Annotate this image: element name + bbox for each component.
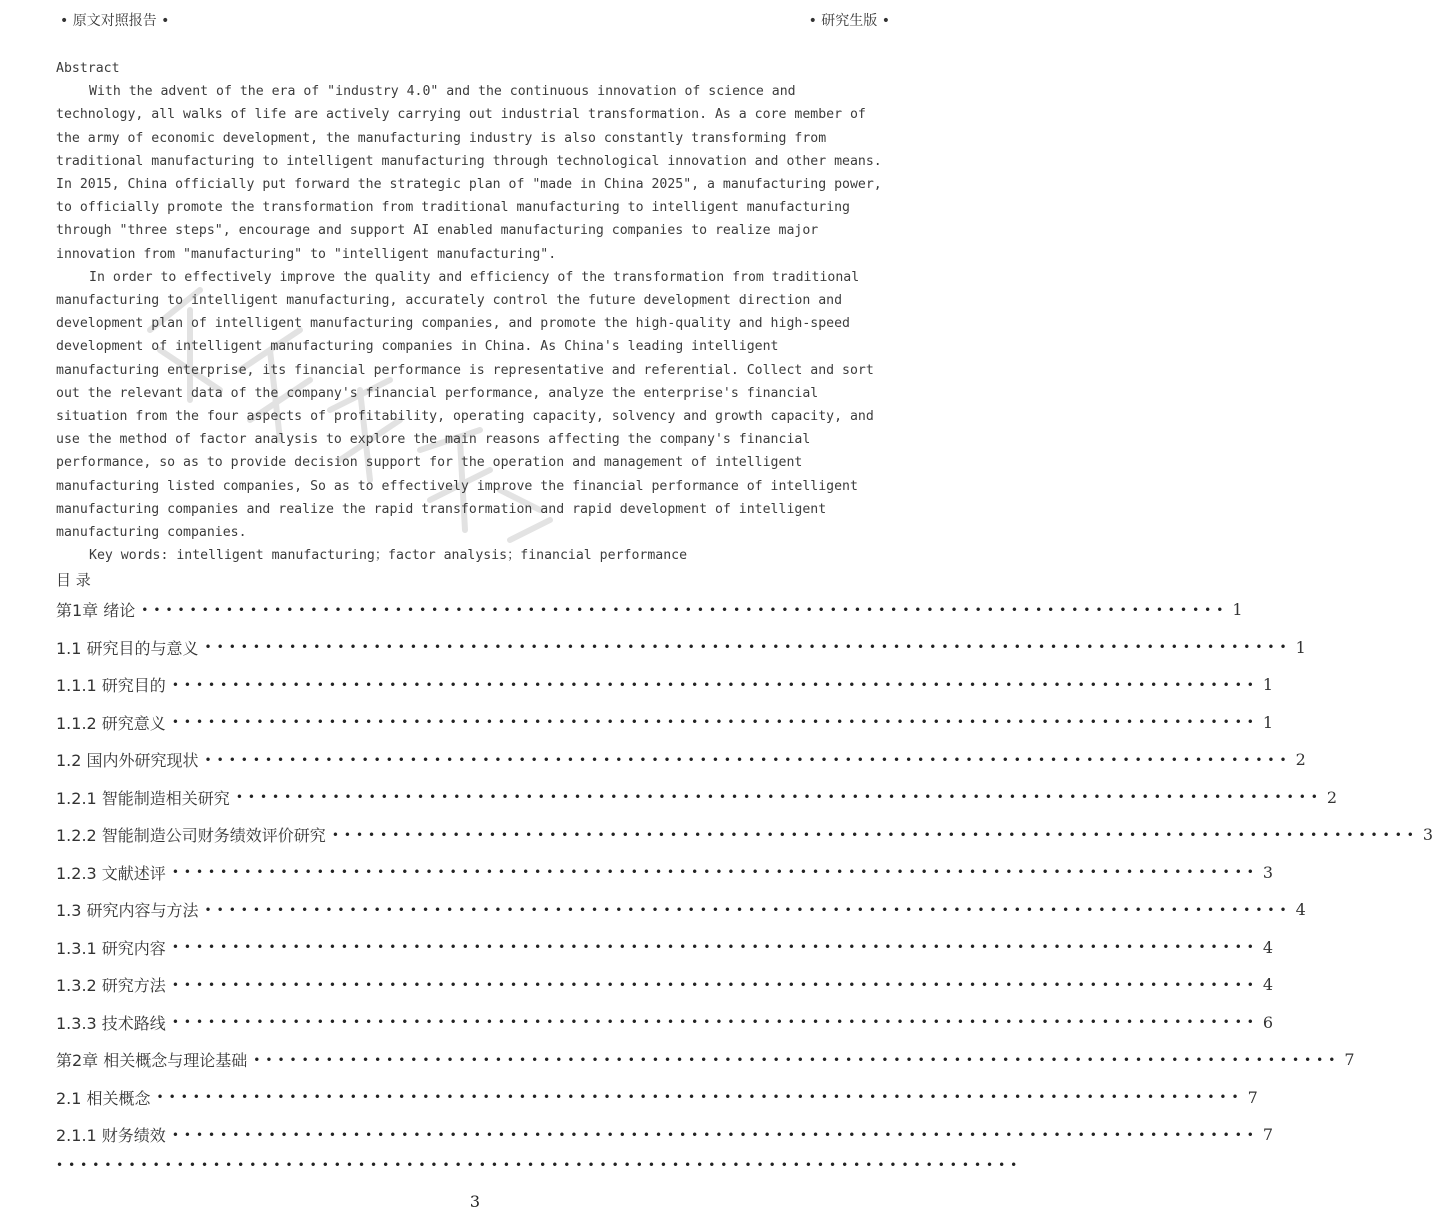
toc-leader-dots: •••••••••••••••••••••••••••••••••••••••••••••••••••••••••••••••••••••••••••••••••••••••••• xyxy=(204,752,1292,767)
toc-entry-label: 1.3.1 研究内容 xyxy=(56,938,166,958)
toc-entry-label: 1.1 研究目的与意义 xyxy=(56,638,199,658)
toc-entry-page: 3 xyxy=(1262,862,1274,882)
toc-leader-dots: •••••••••••••••••••••••••••••••••••••••••••••••••••••••••••••••••••••••••••••••••••••••••• xyxy=(204,640,1292,655)
toc-entry-page: 4 xyxy=(1262,975,1274,995)
toc-entry-page: 6 xyxy=(1262,1012,1274,1032)
toc-entry[interactable] xyxy=(56,1004,1274,1042)
toc-entry[interactable] xyxy=(56,779,1338,817)
toc-entry-page: 4 xyxy=(1262,937,1274,957)
toc-entry-label: 1.3 研究内容与方法 xyxy=(56,901,199,921)
toc-entry[interactable] xyxy=(56,666,1274,704)
toc-entry[interactable] xyxy=(56,741,1306,779)
toc-entry-label: 1.1.1 研究目的 xyxy=(56,676,166,696)
toc-entry-label: 1.2.2 智能制造公司财务绩效评价研究 xyxy=(56,826,326,846)
toc-leader-dots: •••••••••••••••••••••••••••••••••••••••••••••••••••••••••••••••••••••••••••••••••••••••••• xyxy=(171,940,1259,955)
toc-leader-dots: •••••••••••••••••••••••••••••••••••••••••••••••••••••••••••••••••••••••••••••••••••••••••• xyxy=(171,865,1259,880)
toc-leader-dots: •••••••••••••••••••••••••••••••••••••••••••••••••••••••••••••••••••••••••••••••••••••••••• xyxy=(331,827,1419,842)
toc-leader-dots: •••••••••••••••••••••••••••••••••••••••••••••••••••••••••••••••••••••••••••••••••••••••••• xyxy=(171,1015,1259,1030)
toc-entry-label: 1.2.1 智能制造相关研究 xyxy=(56,788,230,808)
toc-leader-dots: •••••••••••••••••••••••••••••••••••••••••••••••••••••••••••••••••••••••••••••••••••••••••• xyxy=(171,677,1259,692)
toc-entry-page: 7 xyxy=(1344,1050,1355,1070)
toc-entry-page: 7 xyxy=(1247,1087,1258,1107)
toc-entry[interactable] xyxy=(56,591,1243,629)
toc-leader-dots: •••••••••••••••••••••••••••••••••••••••••••••••••••••••••••••••••••••••••••••••••••••••••• xyxy=(171,1127,1259,1142)
toc-leader-dots: •••••••••••••••••••••••••••••••••••••••••••••••••••••••••••••••••••••••••••••••••••••••••• xyxy=(141,602,1229,617)
toc-entry-label: 1.3.2 研究方法 xyxy=(56,976,166,996)
toc-entry[interactable] xyxy=(56,891,1306,929)
toc-entry[interactable] xyxy=(56,1116,1274,1154)
abstract-paragraph-1: With the advent of the era of "industry 4.0" and the continuous innovation of science and technology, all walks of life are actively carrying out industrial transformation. As a core member of the army of economic development, the manufacturing industry is also constantly transforming from traditional manufacturing to intelligent manufacturing through technological innovation and other means. In 2015, China officially put forward the strategic plan of "made in China 2025", a manufacturing power, to officially promote the transformation from traditional manufacturing to intelligent manufacturing through "three steps", encourage and support AI enabled manufacturing companies to realize major innovation from "manufacturing" to "intelligent manufacturing". xyxy=(56,84,882,262)
toc-leader-dots: •••••••••••••••••••••••••••••••••••••••••••••••••••••••••••••••••••••••••••••••••••••••••• xyxy=(156,1090,1244,1105)
toc-entry-page: 2 xyxy=(1295,750,1306,770)
toc-entry-label: 第2章 相关概念与理论基础 xyxy=(56,1051,248,1071)
toc-leader-dots: •••••••••••••••••••••••••••••••••••••••••••••••••••••••••••••••••••••••••••••••••••••••••• xyxy=(235,790,1323,805)
toc-entry-page: 1 xyxy=(1262,675,1274,695)
toc-entry[interactable] xyxy=(56,966,1274,1004)
header-left-label: • 原文对照报告 • xyxy=(60,13,170,29)
page-number: 3 xyxy=(469,1192,481,1211)
abstract-paragraph-2: In order to effectively improve the quality and efficiency of the transformation from traditional manufacturing to intelligent manufacturing, accurately control the future development direction and development plan of intelligent manufacturing companies, and promote the high-quality and high-speed development of intelligent manufacturing companies in China. As China's leading intelligent manufacturing enterprise, its financial performance is representative and referential. Collect and sort out the relevant data of the company's financial performance, analyze the enterprise's financial situation from the four aspects of profitability, operating capacity, solvency and growth capacity, and use the method of factor analysis to explore the main reasons affecting the company's financial performance, so as to provide decision support for the operation and management of intelligent manufacturing listed companies, So as to effectively improve the financial performance of intelligent manufacturing companies and realize the rapid transformation and rapid development of intelligent manufacturing companies. xyxy=(56,269,874,541)
toc-entry-page: 7 xyxy=(1262,1125,1274,1145)
toc-leader-dots: •••••••••••••••••••••••••••••••••••••••••••••••••••••••••••••••••••••••••••••••••••••••••• xyxy=(204,902,1292,917)
toc-entry[interactable] xyxy=(56,854,1274,892)
toc-entry-label: 1.2.3 文献述评 xyxy=(56,863,166,883)
toc-leader-dots: •••••••••••••••••••••••••••••••••••••••••••••••••••••••••••••••••••••••••••••••••••••••••• xyxy=(171,715,1259,730)
toc-entry[interactable] xyxy=(56,816,1433,854)
toc-entry[interactable] xyxy=(56,1079,1258,1117)
toc-entry-label: 2.1 相关概念 xyxy=(56,1088,151,1108)
toc-entry[interactable] xyxy=(56,629,1306,667)
toc-entry[interactable] xyxy=(56,1041,1355,1079)
toc-entry-page: 4 xyxy=(1295,900,1306,920)
abstract-section xyxy=(56,57,886,567)
toc-leader-dots: •••••••••••••••••••••••••••••••••••••••••••••••••••••••••••••••••••••••••••••••••••••••••• xyxy=(171,977,1259,992)
toc-trailing-leader: •••••••••••••••••••••••••••••••••••••••••••••••••••••••••••••••••••••••••••••••• xyxy=(56,1158,1023,1172)
header-right-label: • 研究生版 • xyxy=(808,13,890,29)
toc-leader-dots: •••••••••••••••••••••••••••••••••••••••••••••••••••••••••••••••••••••••••••••••••••••••••• xyxy=(253,1052,1341,1067)
toc-entry-page: 2 xyxy=(1326,787,1338,807)
toc-entry-page: 1 xyxy=(1232,600,1243,620)
toc-entry-label: 1.1.2 研究意义 xyxy=(56,713,166,733)
toc-entry-label: 第1章 绪论 xyxy=(56,601,136,621)
abstract-heading: Abstract xyxy=(56,61,120,76)
toc-heading: 目 录 xyxy=(56,571,91,589)
keywords-line: Key words: intelligent manufacturing；factor analysis；financial performance xyxy=(89,548,688,564)
toc-entry[interactable] xyxy=(56,929,1274,967)
toc-entry-page: 3 xyxy=(1422,825,1433,845)
toc-entry-page: 1 xyxy=(1295,637,1306,657)
toc-entry[interactable] xyxy=(56,704,1274,742)
toc-entry-label: 1.2 国内外研究现状 xyxy=(56,751,199,771)
toc-entry-page: 1 xyxy=(1262,712,1274,732)
toc-entry-label: 2.1.1 财务绩效 xyxy=(56,1126,166,1146)
table-of-contents xyxy=(56,591,1433,1154)
toc-entry-label: 1.3.3 技术路线 xyxy=(56,1013,166,1033)
